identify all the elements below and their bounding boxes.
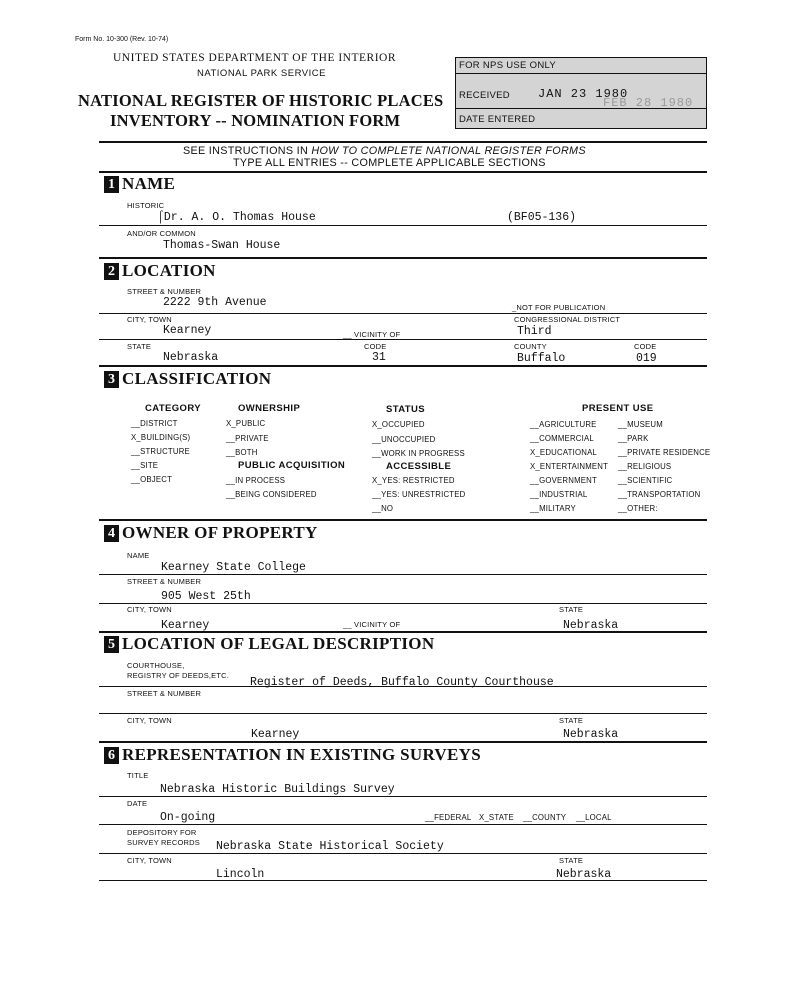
owner-city-value: Kearney — [161, 619, 210, 632]
category-site: __SITE — [131, 461, 159, 470]
owner-state-label: STATE — [559, 605, 584, 614]
level-local: __LOCAL — [576, 813, 612, 822]
category-district: __DISTRICT — [131, 419, 178, 428]
owner-name-label: NAME — [127, 551, 150, 560]
city-label: CITY, TOWN — [127, 315, 172, 324]
ownership-heading: OWNERSHIP — [238, 403, 301, 414]
section-owner-heading: 4 OWNER OF PROPERTY — [104, 523, 318, 543]
received-stamp: JAN 23 1980 — [538, 87, 629, 101]
use-park: __PARK — [618, 434, 649, 443]
historic-label: HISTORIC — [127, 201, 165, 210]
section-name-heading: 1 NAME — [104, 174, 175, 194]
status-occupied: X_OCCUPIED — [372, 420, 425, 429]
level-county: __COUNTY — [523, 813, 567, 822]
section-surveys-heading: 6 REPRESENTATION IN EXISTING SURVEYS — [104, 745, 481, 765]
department: UNITED STATES DEPARTMENT OF THE INTERIOR — [113, 52, 397, 64]
city-value: Kearney — [163, 324, 212, 337]
county-value: Buffalo — [517, 352, 566, 365]
access-yes-restricted: X_YES: RESTRICTED — [372, 476, 455, 485]
status-unoccupied: __UNOCCUPIED — [372, 435, 436, 444]
form-title-line1: NATIONAL REGISTER OF HISTORIC PLACES — [78, 91, 444, 110]
owner-name-value: Kearney State College — [161, 561, 306, 574]
state-label: STATE — [127, 342, 152, 351]
owner-vicinity-of: __ VICINITY OF — [343, 620, 401, 629]
courthouse-value: Register of Deeds, Buffalo County Courthouse — [250, 676, 554, 689]
category-structure: __STRUCTURE — [131, 447, 190, 456]
present-use-heading: PRESENT USE — [582, 403, 654, 414]
use-military: __MILITARY — [530, 504, 576, 513]
ownership-public: X_PUBLIC — [226, 419, 266, 428]
form-title-line2: INVENTORY -- NOMINATION FORM — [110, 111, 401, 130]
depository-label-2: SURVEY RECORDS — [127, 838, 200, 847]
use-agriculture: __AGRICULTURE — [530, 420, 597, 429]
depository-label-1: DEPOSITORY FOR — [127, 828, 197, 837]
historic-id: (BF05-136) — [507, 211, 577, 224]
form-number: Form No. 10-300 (Rev. 10-74) — [75, 36, 169, 43]
use-museum: __MUSEUM — [618, 420, 663, 429]
use-transportation: __TRANSPORTATION — [618, 490, 701, 499]
survey-date-value: On-going — [160, 811, 216, 824]
nps-use-box — [455, 57, 707, 129]
public-acquisition-heading: PUBLIC ACQUISITION — [238, 460, 346, 471]
county-code-value: 019 — [636, 352, 657, 365]
legal-state-value: Nebraska — [563, 728, 619, 741]
section-location-heading: 2 LOCATION — [104, 261, 216, 281]
park-service: NATIONAL PARK SERVICE — [197, 68, 326, 79]
legal-state-label: STATE — [559, 716, 584, 725]
legal-city-value: Kearney — [251, 728, 300, 741]
not-for-publication: _NOT FOR PUBLICATION — [512, 303, 606, 312]
historic-value: ⌠Dr. A. O. Thomas House — [157, 211, 316, 224]
level-federal: __FEDERAL — [425, 813, 472, 822]
county-label: COUNTY — [514, 342, 547, 351]
owner-city-label: CITY, TOWN — [127, 605, 172, 614]
status-work-in-progress: __WORK IN PROGRESS — [372, 449, 465, 458]
county-code-label: CODE — [634, 342, 657, 351]
common-label: AND/OR COMMON — [127, 229, 196, 238]
date-entered-label: DATE ENTERED — [459, 114, 536, 125]
instructions-line2: TYPE ALL ENTRIES -- COMPLETE APPLICABLE SECTIONS — [233, 157, 546, 169]
legal-street-label: STREET & NUMBER — [127, 689, 202, 698]
owner-street-value: 905 West 25th — [161, 590, 251, 603]
survey-date-label: DATE — [127, 799, 148, 808]
congressional-value: Third — [517, 325, 552, 338]
survey-city-value: Lincoln — [216, 868, 265, 881]
category-object: __OBJECT — [131, 475, 173, 484]
legal-city-label: CITY, TOWN — [127, 716, 172, 725]
use-entertainment: X_ENTERTAINMENT — [530, 462, 609, 471]
use-scientific: __SCIENTIFIC — [618, 476, 673, 485]
use-industrial: __INDUSTRIAL — [530, 490, 588, 499]
street-value: 2222 9th Avenue — [163, 296, 267, 309]
acquisition-in-process: __IN PROCESS — [226, 476, 286, 485]
owner-state-value: Nebraska — [563, 619, 619, 632]
survey-title-label: TITLE — [127, 771, 149, 780]
received-stamp-faded: FEB 28 1980 — [603, 96, 694, 110]
access-yes-unrestricted: __YES: UNRESTRICTED — [372, 490, 466, 499]
depository-value: Nebraska State Historical Society — [216, 840, 444, 853]
level-state: X_STATE — [479, 813, 514, 822]
code-label: CODE — [364, 342, 387, 351]
use-other: __OTHER: — [618, 504, 658, 513]
section-classification-heading: 3 CLASSIFICATION — [104, 369, 271, 389]
accessible-heading: ACCESSIBLE — [386, 461, 452, 472]
state-value: Nebraska — [163, 351, 219, 364]
common-value: Thomas-Swan House — [163, 239, 281, 252]
owner-street-label: STREET & NUMBER — [127, 577, 202, 586]
use-educational: X_EDUCATIONAL — [530, 448, 598, 457]
use-commercial: __COMMERCIAL — [530, 434, 594, 443]
use-private-residence: __PRIVATE RESIDENCE — [618, 448, 711, 457]
use-religious: __RELIGIOUS — [618, 462, 672, 471]
street-label: STREET & NUMBER — [127, 287, 202, 296]
received-label: RECEIVED — [459, 90, 510, 101]
category-building: X_BUILDING(S) — [131, 433, 191, 442]
status-heading: STATUS — [386, 404, 425, 415]
survey-title-value: Nebraska Historic Buildings Survey — [160, 783, 395, 796]
nps-label: FOR NPS USE ONLY — [459, 60, 557, 71]
category-heading: CATEGORY — [145, 403, 201, 414]
congressional-label: CONGRESSIONAL DISTRICT — [514, 315, 621, 324]
use-government: __GOVERNMENT — [530, 476, 597, 485]
ownership-both: __BOTH — [226, 448, 258, 457]
survey-state-label: STATE — [559, 856, 584, 865]
registry-label: REGISTRY OF DEEDS,ETC. — [127, 671, 230, 680]
code-value: 31 — [372, 351, 386, 364]
ownership-private: __PRIVATE — [226, 434, 269, 443]
survey-state-value: Nebraska — [556, 868, 612, 881]
vicinity-of: __ VICINITY OF — [343, 330, 401, 339]
access-no: __NO — [372, 504, 394, 513]
instructions-line1: SEE INSTRUCTIONS IN HOW TO COMPLETE NATIONAL REGISTER FORMS — [183, 145, 586, 157]
section-legal-description-heading: 5 LOCATION OF LEGAL DESCRIPTION — [104, 634, 434, 654]
survey-city-label: CITY, TOWN — [127, 856, 172, 865]
courthouse-label: COURTHOUSE, — [127, 661, 185, 670]
acquisition-being-considered: __BEING CONSIDERED — [226, 490, 317, 499]
